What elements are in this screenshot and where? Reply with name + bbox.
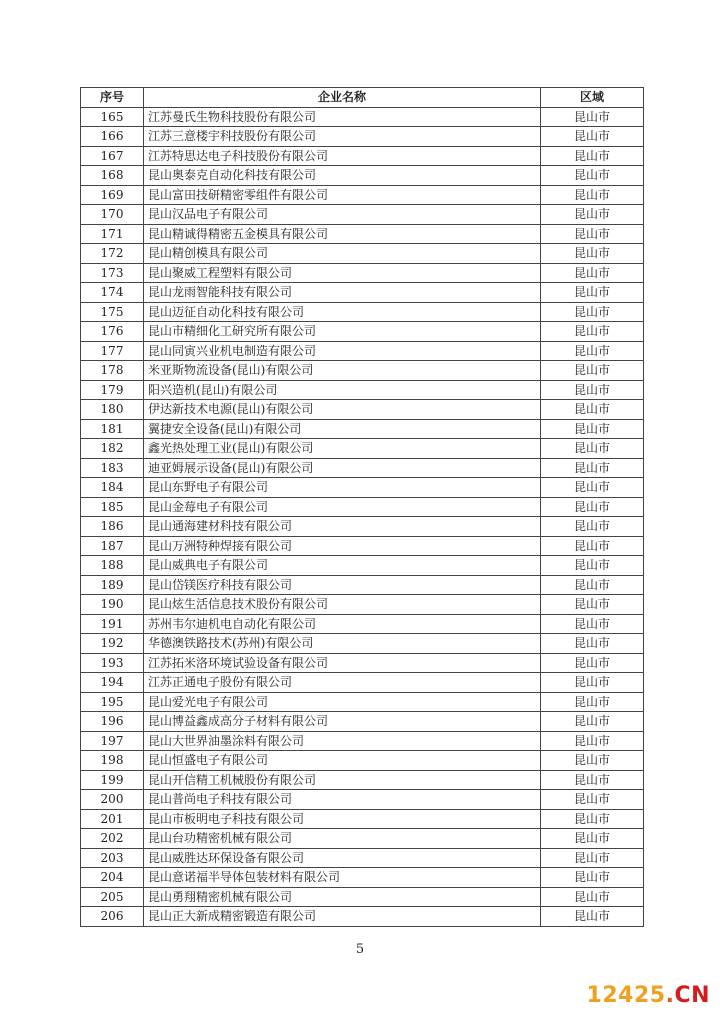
table-row: [81, 712, 644, 732]
cell-name: 昆山市精细化工研究所有限公司: [144, 322, 541, 342]
cell-seq: 195: [81, 692, 144, 712]
cell-region: 昆山市: [541, 595, 644, 615]
table-row: [81, 283, 644, 303]
table-row: [81, 478, 644, 498]
cell-name: 米亚斯物流设备(昆山)有限公司: [144, 361, 541, 381]
table-row: [81, 868, 644, 888]
table-row: [81, 809, 644, 829]
table-row: [81, 887, 644, 907]
cell-seq: 194: [81, 673, 144, 693]
table-row: [81, 790, 644, 810]
cell-seq: 184: [81, 478, 144, 498]
cell-region: 昆山市: [541, 205, 644, 225]
table-row: [81, 751, 644, 771]
cell-name: 昆山大世界油墨涂料有限公司: [144, 731, 541, 751]
cell-region: 昆山市: [541, 283, 644, 303]
cell-seq: 174: [81, 283, 144, 303]
cell-name: 昆山台功精密机械有限公司: [144, 829, 541, 849]
cell-name: 昆山奥泰克自动化科技有限公司: [144, 166, 541, 186]
cell-name: 昆山意诺福半导体包装材料有限公司: [144, 868, 541, 888]
cell-name: 昆山威典电子有限公司: [144, 556, 541, 576]
cell-region: 昆山市: [541, 536, 644, 556]
header-seq: 序号: [81, 88, 144, 108]
table-row: [81, 770, 644, 790]
cell-seq: 176: [81, 322, 144, 342]
cell-name: 江苏正通电子股份有限公司: [144, 673, 541, 693]
page-number: 5: [355, 942, 365, 957]
cell-name: 鑫光热处理工业(昆山)有限公司: [144, 439, 541, 459]
cell-seq: 203: [81, 848, 144, 868]
cell-name: 昆山精诚得精密五金模具有限公司: [144, 224, 541, 244]
cell-region: 昆山市: [541, 731, 644, 751]
cell-seq: 187: [81, 536, 144, 556]
cell-seq: 173: [81, 263, 144, 283]
cell-seq: 197: [81, 731, 144, 751]
cell-seq: 181: [81, 419, 144, 439]
table-row: [81, 341, 644, 361]
table-row: [81, 517, 644, 537]
cell-seq: 200: [81, 790, 144, 810]
cell-seq: 170: [81, 205, 144, 225]
cell-seq: 193: [81, 653, 144, 673]
cell-name: 昆山精创模具有限公司: [144, 244, 541, 264]
cell-seq: 172: [81, 244, 144, 264]
cell-region: 昆山市: [541, 653, 644, 673]
table-row: [81, 263, 644, 283]
table-row: [81, 400, 644, 420]
cell-seq: 175: [81, 302, 144, 322]
cell-region: 昆山市: [541, 790, 644, 810]
cell-seq: 205: [81, 887, 144, 907]
cell-seq: 199: [81, 770, 144, 790]
cell-name: 昆山威胜达环保设备有限公司: [144, 848, 541, 868]
table-row: [81, 458, 644, 478]
table-row: [81, 361, 644, 381]
cell-name: 昆山恒盛电子有限公司: [144, 751, 541, 771]
cell-seq: 171: [81, 224, 144, 244]
table-row: [81, 653, 644, 673]
cell-name: 江苏三意楼宇科技股份有限公司: [144, 127, 541, 147]
cell-region: 昆山市: [541, 556, 644, 576]
table-row: [81, 595, 644, 615]
cell-region: 昆山市: [541, 361, 644, 381]
cell-name: 昆山富田技研精密零组件有限公司: [144, 185, 541, 205]
cell-region: 昆山市: [541, 458, 644, 478]
cell-name: 昆山炫生活信息技术股份有限公司: [144, 595, 541, 615]
cell-seq: 202: [81, 829, 144, 849]
enterprise-table: [80, 87, 644, 927]
cell-region: 昆山市: [541, 166, 644, 186]
cell-region: 昆山市: [541, 400, 644, 420]
cell-region: 昆山市: [541, 419, 644, 439]
cell-region: 昆山市: [541, 439, 644, 459]
table-row: [81, 166, 644, 186]
cell-region: 昆山市: [541, 244, 644, 264]
cell-name: 翼捷安全设备(昆山)有限公司: [144, 419, 541, 439]
cell-region: 昆山市: [541, 770, 644, 790]
table-row: [81, 439, 644, 459]
table-row: [81, 380, 644, 400]
cell-name: 昆山爱光电子有限公司: [144, 692, 541, 712]
table-row: [81, 302, 644, 322]
cell-seq: 206: [81, 907, 144, 927]
cell-name: 昆山龙雨智能科技有限公司: [144, 283, 541, 303]
cell-seq: 196: [81, 712, 144, 732]
table-row: [81, 575, 644, 595]
cell-seq: 183: [81, 458, 144, 478]
table-row: [81, 322, 644, 342]
watermark-number: 12425: [586, 983, 666, 1008]
cell-seq: 168: [81, 166, 144, 186]
cell-seq: 178: [81, 361, 144, 381]
cell-seq: 189: [81, 575, 144, 595]
table-body: [81, 107, 644, 926]
cell-name: 昆山同寅兴业机电制造有限公司: [144, 341, 541, 361]
cell-region: 昆山市: [541, 224, 644, 244]
site-watermark-logo: [587, 983, 710, 1008]
cell-region: 昆山市: [541, 107, 644, 127]
cell-name: 华德澳铁路技术(苏州)有限公司: [144, 634, 541, 654]
cell-region: 昆山市: [541, 478, 644, 498]
enterprise-table-container: [80, 87, 643, 927]
cell-seq: 190: [81, 595, 144, 615]
cell-seq: 186: [81, 517, 144, 537]
cell-name: 江苏特思达电子科技股份有限公司: [144, 146, 541, 166]
table-row: [81, 907, 644, 927]
watermark-dot: .: [665, 983, 675, 1008]
table-row: [81, 244, 644, 264]
table-row: [81, 614, 644, 634]
table-row: [81, 205, 644, 225]
watermark-suffix: CN: [674, 983, 710, 1008]
cell-region: 昆山市: [541, 146, 644, 166]
cell-region: 昆山市: [541, 380, 644, 400]
table-row: [81, 419, 644, 439]
cell-name: 阳兴造机(昆山)有限公司: [144, 380, 541, 400]
cell-region: 昆山市: [541, 614, 644, 634]
cell-seq: 201: [81, 809, 144, 829]
cell-seq: 177: [81, 341, 144, 361]
cell-seq: 188: [81, 556, 144, 576]
cell-name: 昆山博益鑫成高分子材料有限公司: [144, 712, 541, 732]
cell-seq: 169: [81, 185, 144, 205]
table-row: [81, 185, 644, 205]
cell-seq: 167: [81, 146, 144, 166]
cell-region: 昆山市: [541, 497, 644, 517]
table-row: [81, 536, 644, 556]
cell-seq: 165: [81, 107, 144, 127]
table-row: [81, 673, 644, 693]
cell-seq: 192: [81, 634, 144, 654]
cell-seq: 204: [81, 868, 144, 888]
cell-name: 昆山岱镁医疗科技有限公司: [144, 575, 541, 595]
cell-region: 昆山市: [541, 809, 644, 829]
cell-region: 昆山市: [541, 692, 644, 712]
cell-region: 昆山市: [541, 887, 644, 907]
cell-name: 昆山市板明电子科技有限公司: [144, 809, 541, 829]
cell-name: 昆山东野电子有限公司: [144, 478, 541, 498]
header-region: 区域: [541, 88, 644, 108]
cell-region: 昆山市: [541, 302, 644, 322]
table-header-row: [81, 88, 644, 108]
cell-region: 昆山市: [541, 575, 644, 595]
cell-name: 迪亚姆展示设备(昆山)有限公司: [144, 458, 541, 478]
cell-name: 昆山汉品电子有限公司: [144, 205, 541, 225]
cell-seq: 166: [81, 127, 144, 147]
cell-region: 昆山市: [541, 848, 644, 868]
cell-seq: 191: [81, 614, 144, 634]
cell-region: 昆山市: [541, 829, 644, 849]
cell-name: 昆山聚威工程塑料有限公司: [144, 263, 541, 283]
cell-seq: 198: [81, 751, 144, 771]
cell-region: 昆山市: [541, 673, 644, 693]
table-row: [81, 127, 644, 147]
cell-region: 昆山市: [541, 185, 644, 205]
cell-name: 伊达新技术电源(昆山)有限公司: [144, 400, 541, 420]
cell-seq: 185: [81, 497, 144, 517]
cell-region: 昆山市: [541, 127, 644, 147]
cell-name: 江苏曼氏生物科技股份有限公司: [144, 107, 541, 127]
cell-region: 昆山市: [541, 751, 644, 771]
cell-name: 昆山正大新成精密锻造有限公司: [144, 907, 541, 927]
cell-region: 昆山市: [541, 712, 644, 732]
table-row: [81, 848, 644, 868]
cell-name: 昆山普尚电子科技有限公司: [144, 790, 541, 810]
cell-name: 江苏拓米洛环境试验设备有限公司: [144, 653, 541, 673]
cell-region: 昆山市: [541, 263, 644, 283]
table-row: [81, 634, 644, 654]
cell-seq: 179: [81, 380, 144, 400]
cell-name: 昆山迈征自动化科技有限公司: [144, 302, 541, 322]
cell-name: 苏州韦尔迪机电自动化有限公司: [144, 614, 541, 634]
header-name: 企业名称: [144, 88, 541, 108]
cell-region: 昆山市: [541, 341, 644, 361]
table-row: [81, 556, 644, 576]
table-row: [81, 107, 644, 127]
table-row: [81, 829, 644, 849]
table-row: [81, 497, 644, 517]
cell-region: 昆山市: [541, 634, 644, 654]
cell-seq: 180: [81, 400, 144, 420]
cell-region: 昆山市: [541, 517, 644, 537]
cell-name: 昆山勇翔精密机械有限公司: [144, 887, 541, 907]
cell-region: 昆山市: [541, 868, 644, 888]
table-row: [81, 692, 644, 712]
cell-region: 昆山市: [541, 907, 644, 927]
table-row: [81, 224, 644, 244]
table-row: [81, 731, 644, 751]
cell-name: 昆山万洲特种焊接有限公司: [144, 536, 541, 556]
cell-seq: 182: [81, 439, 144, 459]
cell-region: 昆山市: [541, 322, 644, 342]
cell-name: 昆山金莓电子有限公司: [144, 497, 541, 517]
table-row: [81, 146, 644, 166]
cell-name: 昆山开信精工机械股份有限公司: [144, 770, 541, 790]
cell-name: 昆山通海建材科技有限公司: [144, 517, 541, 537]
